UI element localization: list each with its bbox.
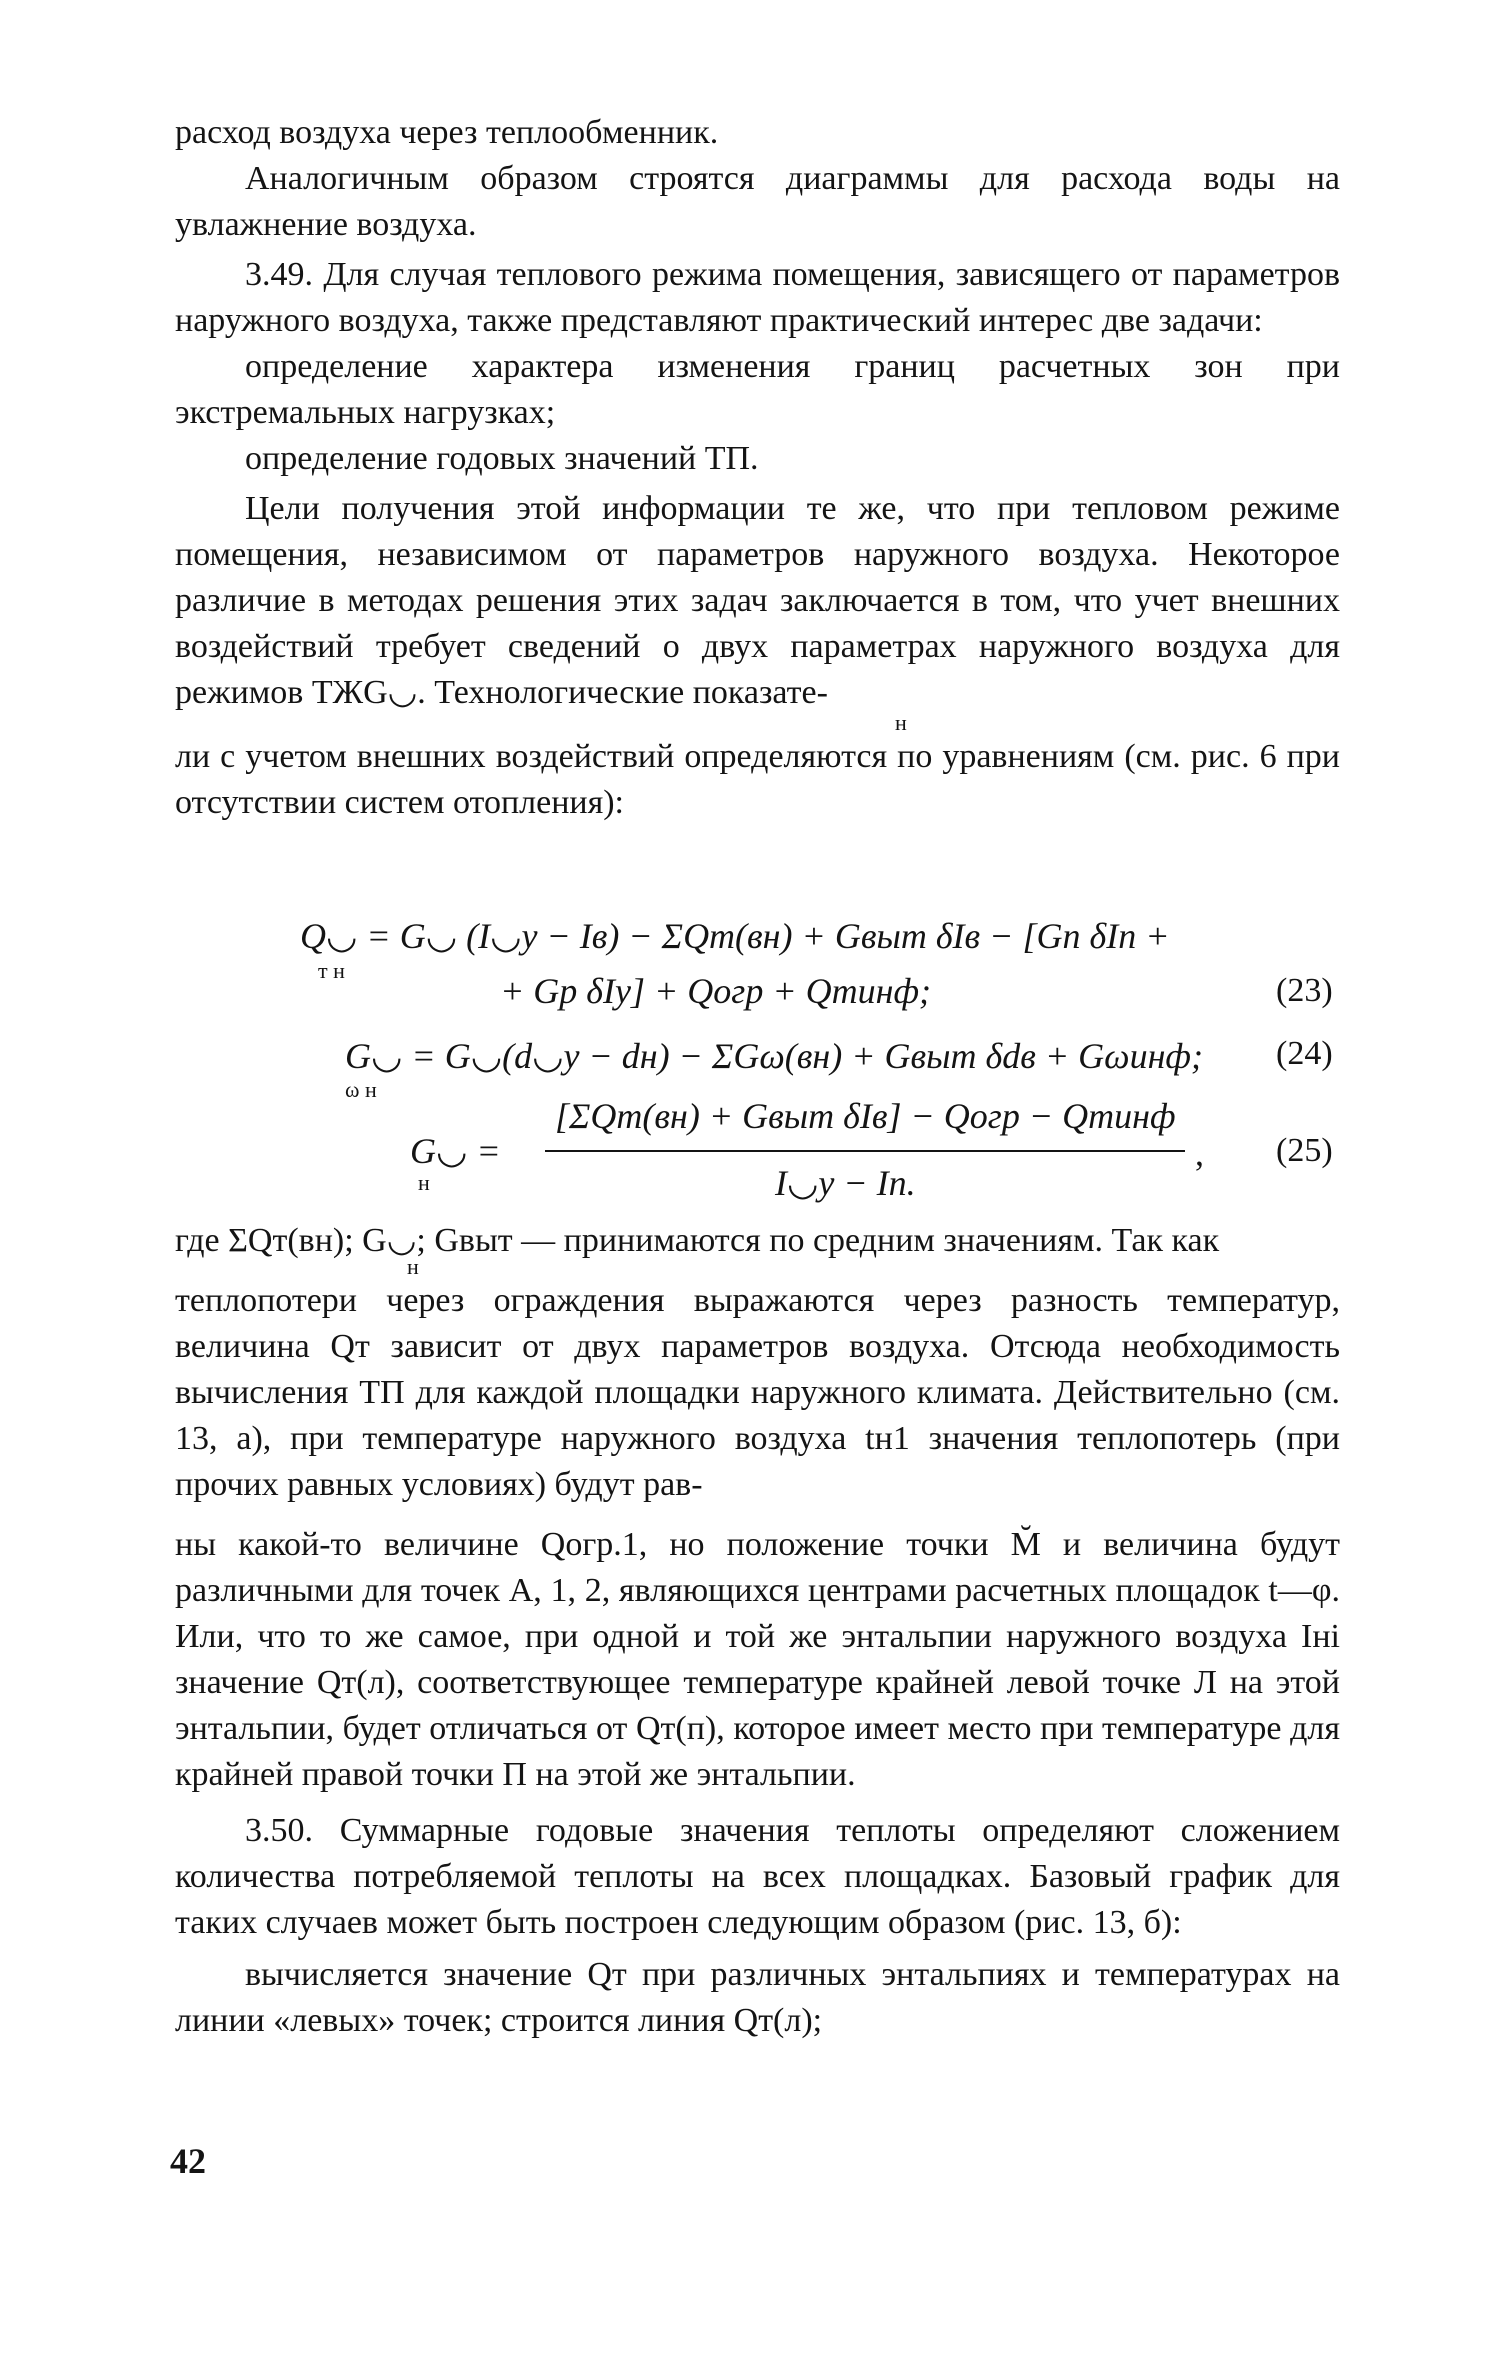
equation-subscript: ω н <box>345 1077 377 1102</box>
equation-number: (24) <box>1276 1035 1333 1072</box>
equation-number: (25) <box>1276 1132 1333 1169</box>
paragraph: где ΣQт(вн); G◡; Gвыт — принимаются по средним значениям. Так как <box>175 1222 1220 1259</box>
paragraph: Цели получения этой информации те же, что при тепловом режиме помещения, независимом от параметров наружного воздуха. Некоторое различие в методах решения этих задач заключается в том, что учет внешних воздействий требует сведений о двух параметрах наружного воздуха для режимов ТЖG◡. Технологические показате- <box>175 490 1340 711</box>
paragraph: ны какой-то величине Qогр.1, но положение точки M̆ и величина будут различными для точек А, 1, 2, являющихся центрами расчетных площадок t—φ. Или, что то же самое, при одной и той же энтальпии наружного воздуха Iнi значение Qт(л), соответствующее температуре крайней левой точке Л на этой энтальпии, будет отличаться от Qт(п), которое имеет место при температуре для крайней правой точки П на этой же энтальпии. <box>175 1526 1340 1793</box>
equation-number: (23) <box>1276 972 1333 1009</box>
paragraph: расход воздуха через теплообменник. <box>175 114 719 151</box>
fraction-bar <box>545 1150 1185 1152</box>
equation-23-line2: + Gр δIу] + Qогр + Qтинф; <box>500 971 932 1011</box>
text-block-top <box>175 110 1340 826</box>
paragraph: теплопотери через ограждения выражаются через разность температур, величина Qт зависит от двух параметров воздуха. Отсюда необходимость вычисления ТП для каждой площадки наружного климата. Действительно (см. 13, а), при температуре наружного воздуха tн1 значения теплопотерь (при прочих равных условиях) будут рав- <box>175 1282 1340 1503</box>
page-number: 42 <box>170 2141 206 2181</box>
subscript: н <box>895 710 907 735</box>
equation-23-line1: Q◡ = G◡ (I◡у − Iв) − ΣQт(вн) + Gвыт δIв − [Gп δIп + <box>300 916 1170 956</box>
paragraph: вычисляется значение Qт при различных энтальпиях и температурах на линии «левых» точек; строится линия Qт(л); <box>175 1956 1340 2039</box>
paragraph: Аналогичным образом строятся диаграммы для расхода воды на увлажнение воздуха. <box>175 160 1340 243</box>
equation-25-numerator: [ΣQт(вн) + Gвыт δIв] − Qогр − Qтинф <box>555 1096 1176 1136</box>
equation-25-denominator: I◡у − Iп. <box>775 1163 916 1203</box>
equation-24: G◡ = G◡(d◡у − dн) − ΣGω(вн) + Gвыт δdв + Gωинф; <box>345 1036 1203 1076</box>
text-block-bottom <box>175 1218 1340 2044</box>
paragraph: 3.49. Для случая теплового режима помещения, зависящего от параметров наружного воздуха, также представляют практический интерес две задачи: <box>175 256 1340 339</box>
equation-25-lhs: G◡ = <box>410 1131 501 1171</box>
paragraph: ли с учетом внешних воздействий определяются по уравнениям (см. рис. 6 при отсутствии систем отопления): <box>175 738 1340 821</box>
paragraph: определение годовых значений ТП. <box>245 440 759 477</box>
equation-subscript: т н <box>318 958 345 983</box>
equation-comma: , <box>1195 1133 1204 1173</box>
equation-subscript: н <box>418 1170 430 1195</box>
paragraph: 3.50. Суммарные годовые значения теплоты определяют сложением количества потребляемой теплоты на всех площадках. Базовый график для таких случаев может быть построен следующим образом (рис. 13, б): <box>175 1812 1340 1941</box>
subscript: н <box>407 1254 419 1279</box>
paragraph: определение характера изменения границ расчетных зон при экстремальных нагрузках; <box>175 348 1340 431</box>
